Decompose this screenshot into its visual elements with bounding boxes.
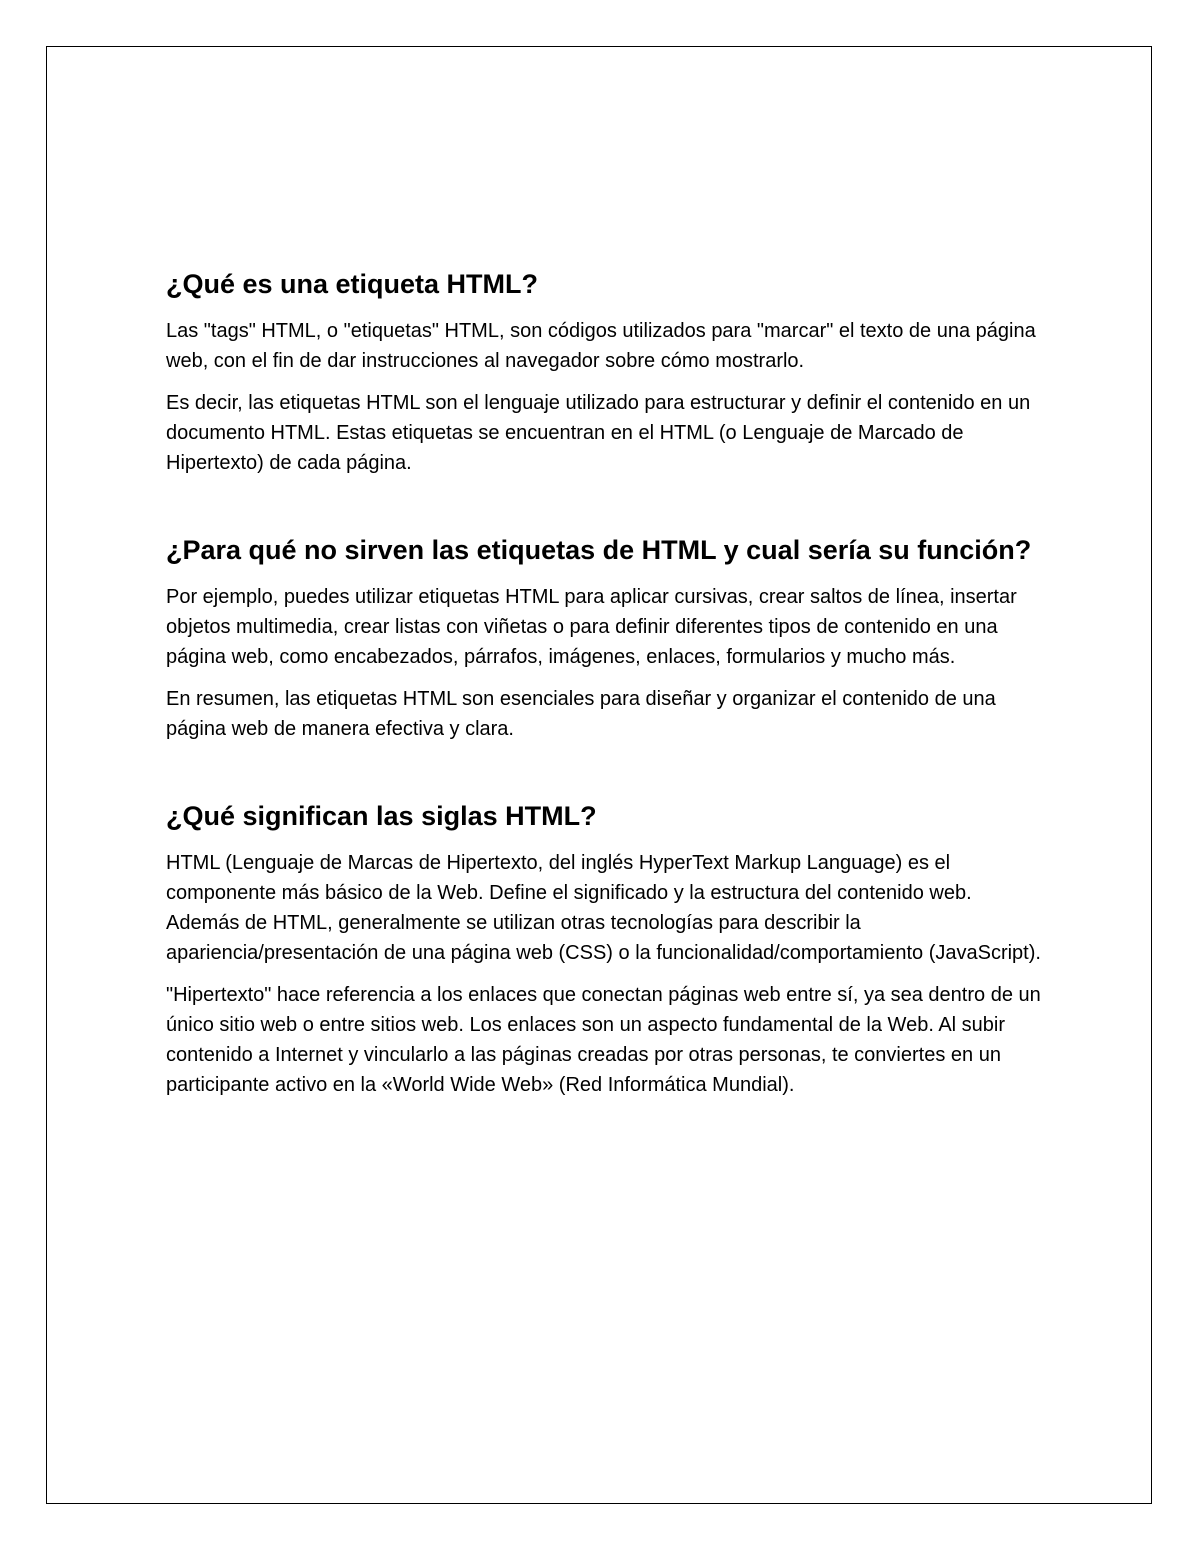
paragraph: "Hipertexto" hace referencia a los enlaces que conectan páginas web entre sí, ya sea dentro de un único sitio web o entre sitios web. Los enlaces son un aspecto fundamental de la Web. Al subir contenido a Internet y vincularlo a las páginas creadas por otras personas, te conviertes en un participante activo en la «World Wide Web» (Red Informática Mundial). xyxy=(166,984,1041,1096)
section-heading: ¿Para qué no sirven las etiquetas de HTML y cual sería su función? xyxy=(166,535,1032,565)
section-heading: ¿Qué es una etiqueta HTML? xyxy=(166,269,539,299)
document-body xyxy=(166,266,1046,1154)
section-html-acronym xyxy=(166,798,1046,1100)
section-heading: ¿Qué significan las siglas HTML? xyxy=(166,801,597,831)
paragraph: HTML (Lenguaje de Marcas de Hipertexto, del inglés HyperText Markup Language) es el componente más básico de la Web. Define el significado y la estructura del contenido web. Además de HTML, generalmente se utilizan otras tecnologías para describir la apariencia/presentación de una página web (CSS) o la funcionalidad/comportamiento (JavaScript). xyxy=(166,852,1041,964)
section-what-are-tags-for xyxy=(166,532,1046,744)
paragraph: En resumen, las etiquetas HTML son esenciales para diseñar y organizar el contenido de una página web de manera efectiva y clara. xyxy=(166,688,996,740)
paragraph: Las "tags" HTML, o "etiquetas" HTML, son códigos utilizados para "marcar" el texto de una página web, con el fin de dar instrucciones al navegador sobre cómo mostrarlo. xyxy=(166,320,1036,372)
paragraph: Por ejemplo, puedes utilizar etiquetas HTML para aplicar cursivas, crear saltos de línea, insertar objetos multimedia, crear listas con viñetas o para definir diferentes tipos de contenido en una página web, como encabezados, párrafos, imágenes, enlaces, formularios y mucho más. xyxy=(166,586,1017,668)
paragraph: Es decir, las etiquetas HTML son el lenguaje utilizado para estructurar y definir el contenido en un documento HTML. Estas etiquetas se encuentran en el HTML (o Lenguaje de Marcado de Hipertexto) de cada página. xyxy=(166,392,1031,474)
section-what-is-html-tag xyxy=(166,266,1046,478)
